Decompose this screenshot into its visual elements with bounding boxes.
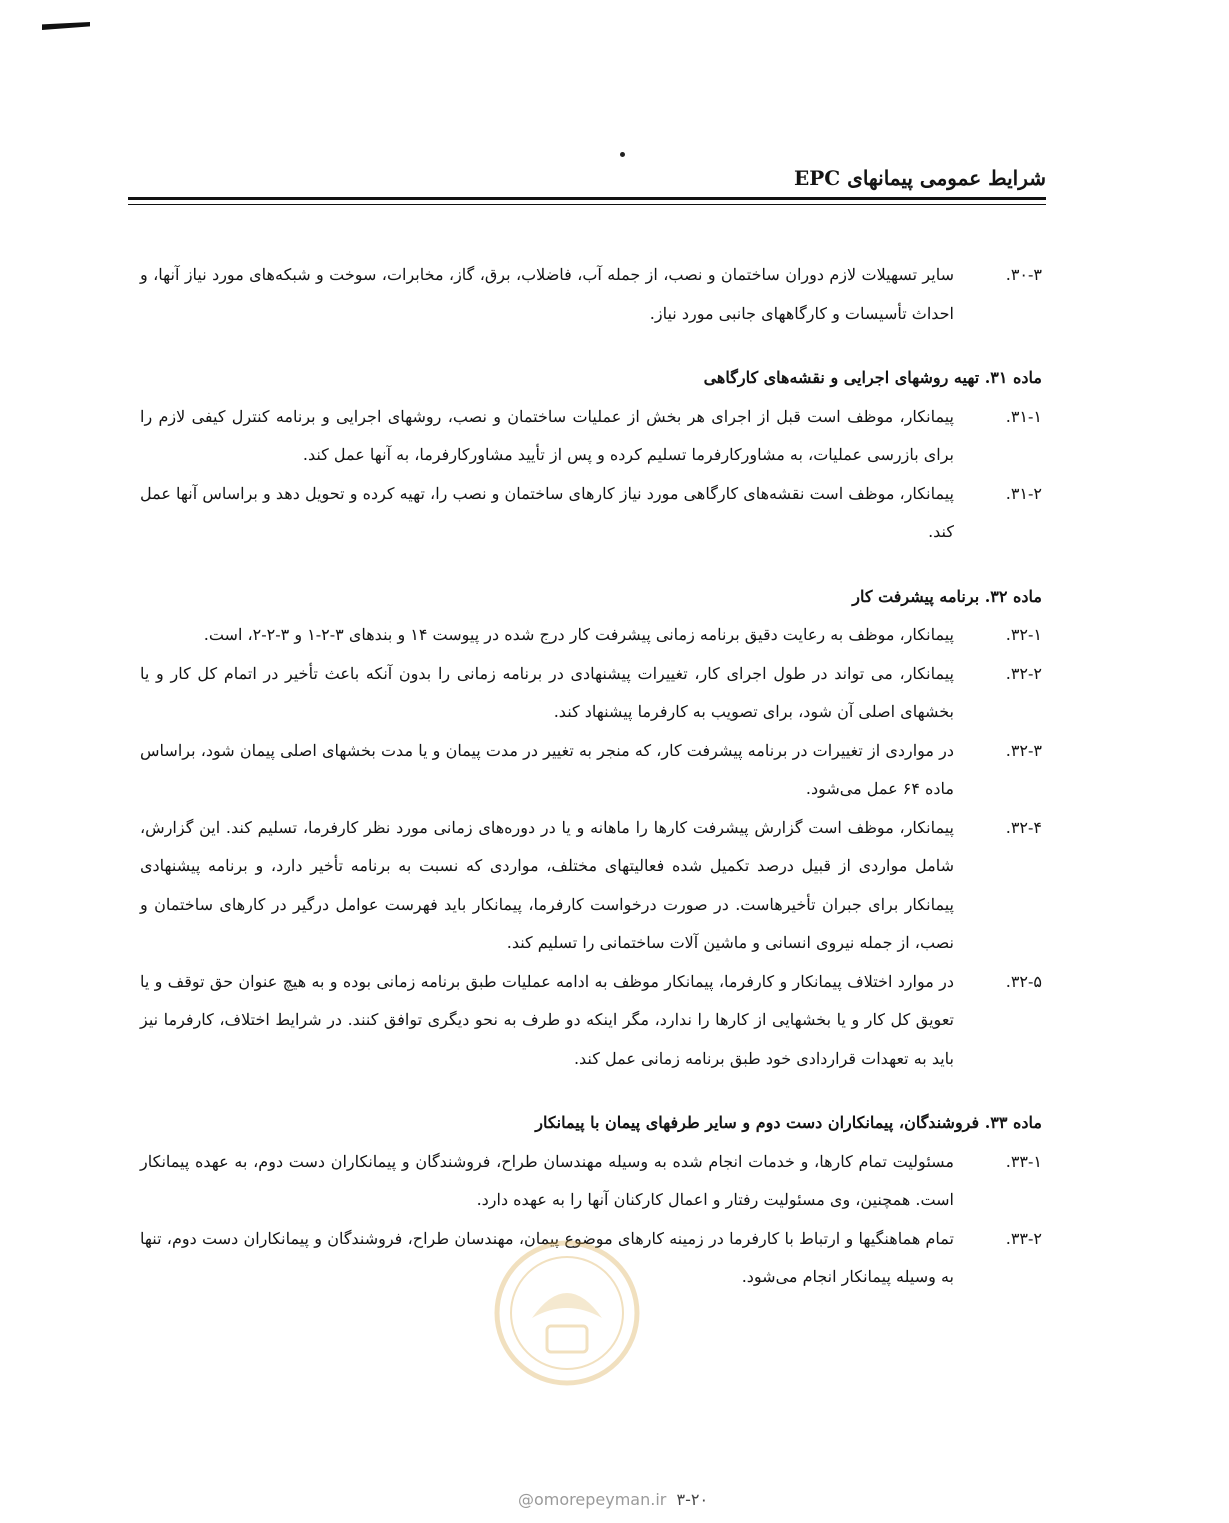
section-gap <box>140 552 1042 578</box>
clause-text: تمام هماهنگیها و ارتباط با کارفرما در زمینه کارهای موضوع پیمان، مهندسان طراح، فروشندگان و پیمانکاران دست دوم، تنها به وسیله پیمانکار انجام می‌شود. <box>140 1228 955 1286</box>
clause-30-3 <box>140 256 1042 333</box>
clause-text: پیمانکار، موظف است قبل از اجرای هر بخش از عملیات ساختمان و نصب، روشهای اجرایی و برنامه کنترل کیفی لازم را برای بازرسی عملیات، به مشاورکارفرما تسلیم کرده و پس از تأیید مشاورکارفرما، به آنها عمل کند. <box>140 406 954 464</box>
clause-31-2 <box>140 475 1042 552</box>
clause-number: ۳۲-۱. <box>1005 625 1042 644</box>
section-heading: ماده ۳۲. برنامه پیشرفت کار <box>852 586 1042 606</box>
scan-dot <box>620 152 625 157</box>
header-title: شرایط عمومی پیمانهای EPC <box>794 166 1046 190</box>
clause-number: ۳۲-۲. <box>1005 663 1042 683</box>
clause-33-1 <box>140 1143 1042 1220</box>
section-31 <box>140 359 1042 552</box>
clause-32-2 <box>140 655 1042 732</box>
clause-text: سایر تسهیلات لازم دوران ساختمان و نصب، از جمله آب، فاضلاب، برق، گاز، مخابرات، سوخت و شبکه‌های مورد نیاز آنها، و احداث تأسیسات و کارگاههای جانبی مورد نیاز. <box>140 265 954 323</box>
header-rule-thin <box>128 204 1046 205</box>
document-body <box>140 256 1042 1297</box>
clause-number: ۳۳-۲. <box>1005 1228 1043 1248</box>
clause-text: پیمانکار، موظف است نقشه‌های کارگاهی مورد نیاز کارهای ساختمان و نصب را، تهیه کرده و تحویل دهد و براساس آنها عمل کند. <box>140 483 954 541</box>
clause-number: ۳۳-۱. <box>1005 1151 1042 1171</box>
clause-number: ۳۲-۴. <box>1005 817 1042 837</box>
clause-32-5 <box>140 963 1042 1079</box>
clause-text: مسئولیت تمام کارها، و خدمات انجام شده به وسیله مهندسان طراح، فروشندگان و پیمانکاران دست دوم، به عهده پیمانکار است. همچنین، وی مسئولیت رفتار و اعمال کارکنان آنها را به عهده دارد. <box>140 1151 954 1209</box>
clause-text: پیمانکار، می تواند در طول اجرای کار، تغییرات پیشنهادی در برنامه زمانی را بدون آنکه باعث تأخیر در اتمام کل کار و یا بخشهای اصلی آن شود، برای تصویب به کارفرما پیشنهاد کند. <box>140 663 954 721</box>
section-32 <box>140 578 1042 1079</box>
running-header <box>128 166 1046 212</box>
section-gap <box>140 1078 1042 1104</box>
clause-number: ۳۲-۳. <box>1005 740 1042 760</box>
clause-text: پیمانکار، موظف است گزارش پیشرفت کارها را ماهانه و یا در دوره‌های زمانی مورد نظر کارفرما، تسلیم کند. این گزارش، شامل مواردی از قبیل درصد تکمیل شده فعالیتهای مختلف، مواردی که نسبت به برنامه تأخیر دارد، و برنامه پیشنهادی پیمانکار برای جبران تأخیرهاست. در صورت درخواست کارفرما، پیمانکار باید فهرست عوامل درگیر در کارهای ساختمان و نصب، از جمله نیروی انسانی و ماشین آلات ساختمانی را تسلیم کند. <box>140 817 954 952</box>
scan-mark <box>42 22 90 30</box>
clause-32-3 <box>140 732 1042 809</box>
section-heading: ماده ۳۱. تهیه روشهای اجرایی و نقشه‌های کارگاهی <box>703 368 1042 387</box>
section-gap <box>140 333 1042 359</box>
watermark-seal-icon <box>492 1238 642 1388</box>
watermark-label: @omorepeyman.ir <box>518 1490 667 1509</box>
section-30 <box>140 256 1042 333</box>
clause-text: در مواردی از تغییرات در برنامه پیشرفت کار، که منجر به تغییر در مدت پیمان و یا مدت بخشهای اصلی پیمان شود، براساس ماده ۶۴ عمل می‌شود. <box>140 740 954 798</box>
clause-32-4 <box>140 809 1042 963</box>
section-heading: ماده ۳۳. فروشندگان، پیمانکاران دست دوم و سایر طرفهای پیمان با پیمانکار <box>535 1113 1042 1132</box>
clause-32-1 <box>140 616 1042 655</box>
clause-number: ۳۱-۱. <box>1005 406 1042 426</box>
clause-31-1 <box>140 398 1042 475</box>
page-number: ۳-۲۰ <box>676 1490 709 1509</box>
clause-number: ۳۱-۲. <box>1005 483 1042 503</box>
clause-text: در موارد اختلاف پیمانکار و کارفرما، پیمانکار موظف به ادامه عملیات طبق برنامه زمانی بوده و به هیچ عنوان حق توقف و یا تعویق کل کار و یا بخشهایی از کارها را ندارد، مگر اینکه دو طرف به نحو دیگری توافق کنند. در شرایط اختلاف، کارفرما نیز باید به تعهدات قراردادی خود طبق برنامه زمانی عمل کند. <box>140 971 954 1068</box>
clause-number: ۳۲-۵. <box>1005 971 1042 991</box>
clause-number: ۳۰-۳. <box>1005 265 1042 284</box>
clause-text: پیمانکار، موظف به رعایت دقیق برنامه زمانی پیشرفت کار درج شده در پیوست ۱۴ و بندهای ۳-۲-۱ و ۳-۲-۲، است. <box>203 625 954 644</box>
watermark-text <box>518 1490 708 1509</box>
header-rule-thick <box>128 197 1046 200</box>
